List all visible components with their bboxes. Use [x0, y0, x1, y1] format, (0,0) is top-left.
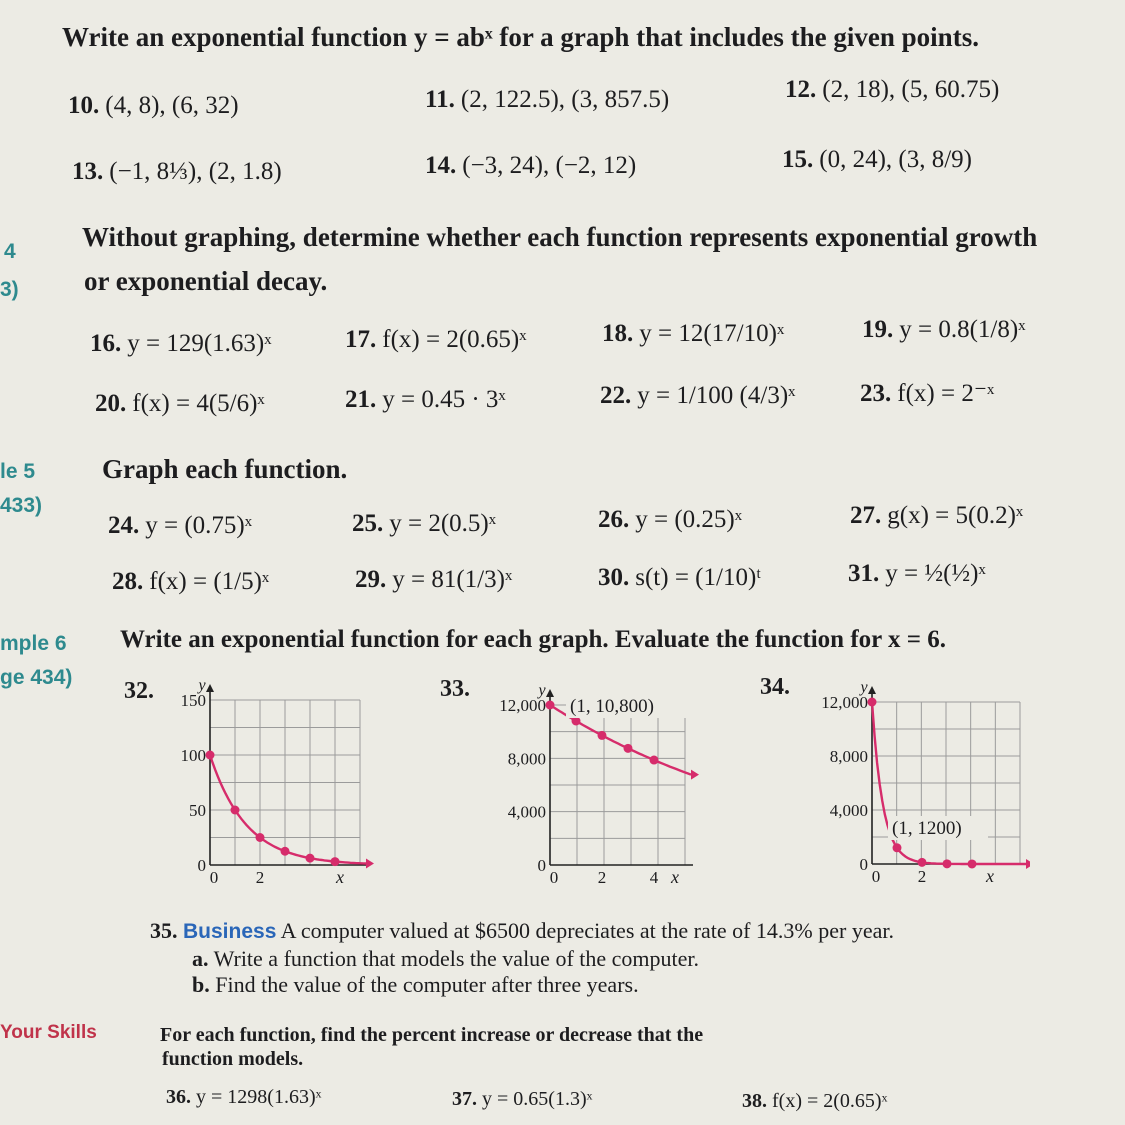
problem-22: 22. y = 1/100 (4/3)ˣ	[600, 382, 796, 409]
y-tick-label: 8,000	[829, 747, 868, 766]
side-example-6: mple 6	[0, 632, 67, 655]
data-point	[256, 833, 265, 842]
problem-26: 26. y = (0.25)ˣ	[598, 506, 742, 533]
problem-19: 19. y = 0.8(1/8)ˣ	[862, 316, 1026, 343]
data-point	[206, 751, 215, 760]
x-tick-label: 4	[649, 868, 659, 887]
problem-29: 29. y = 81(1/3)ˣ	[355, 566, 513, 593]
heading-exponential-points: Write an exponential function y = abˣ for a graph that includes the given points.	[62, 22, 979, 52]
problem-21: 21. y = 0.45 · 3ˣ	[345, 386, 506, 413]
y-tick-label: 0	[537, 856, 546, 875]
data-point	[598, 731, 607, 740]
problem-36: 36. y = 1298(1.63)ˣ	[166, 1086, 322, 1108]
y-tick-label: 0	[197, 856, 206, 875]
curve-arrow	[1026, 859, 1030, 869]
data-point	[968, 859, 977, 868]
curve-arrow	[691, 770, 699, 780]
problem-14: 14. (−3, 24), (−2, 12)	[425, 152, 637, 179]
heading-percent-change-line2: function models.	[162, 1048, 304, 1070]
problem-31: 31. y = ½(½)ˣ	[848, 560, 986, 587]
x-axis-label: x	[336, 867, 344, 887]
graph-33-label: 33.	[440, 676, 470, 702]
problem-35b: b. Find the value of the computer after three years.	[192, 972, 639, 997]
problem-17: 17. f(x) = 2(0.65)ˣ	[345, 326, 527, 353]
graph-32-label: 32.	[124, 678, 154, 704]
side-example-5: le 5	[0, 460, 36, 483]
problem-27: 27. g(x) = 5(0.2)ˣ	[850, 502, 1024, 529]
problem-24: 24. y = (0.75)ˣ	[108, 512, 252, 539]
data-point	[331, 857, 340, 866]
curve-arrow	[366, 859, 374, 869]
problem-23: 23. f(x) = 2⁻ˣ	[860, 380, 995, 407]
problem-18: 18. y = 12(17/10)ˣ	[602, 320, 785, 347]
heading-percent-change: For each function, find the percent increase or decrease that the	[160, 1024, 704, 1046]
problem-38: 38. f(x) = 2(0.65)ˣ	[742, 1090, 888, 1112]
problem-15: 15. (0, 24), (3, 8/9)	[782, 146, 972, 173]
topic-business: Business	[183, 920, 277, 943]
graph-32	[150, 670, 380, 890]
problem-28: 28. f(x) = (1/5)ˣ	[112, 568, 270, 595]
problem-16: 16. y = 129(1.63)ˣ	[90, 330, 272, 357]
graph-34	[790, 668, 1030, 890]
problem-35a: a. Write a function that models the value of the computer.	[192, 946, 700, 971]
y-tick-label: 8,000	[507, 749, 546, 769]
y-axis-arrow	[868, 686, 876, 694]
problem-37: 37. y = 0.65(1.3)ˣ	[452, 1088, 593, 1110]
side-your-skills: Your Skills	[0, 1022, 97, 1043]
y-tick-label: 150	[180, 691, 206, 710]
y-tick-label: 4,000	[507, 802, 546, 822]
heading-growth-decay-line2: or exponential decay.	[84, 266, 328, 296]
y-axis-arrow	[546, 689, 554, 697]
y-tick-label: 12,000	[499, 696, 546, 715]
graph-33	[470, 670, 700, 890]
y-tick-label: 50	[189, 801, 206, 820]
problem-30: 30. s(t) = (1/10)ᵗ	[598, 564, 762, 591]
x-tick-label: 2	[597, 868, 607, 887]
problem-35: 35. Business A computer valued at $6500 depreciates at the rate of 14.3% per year.	[150, 918, 894, 943]
heading-write-exponential-graph: Write an exponential function for each graph. Evaluate the function for x = 6.	[120, 626, 947, 653]
data-point	[281, 847, 290, 856]
data-point	[624, 744, 633, 753]
x-axis-label: x	[671, 867, 679, 887]
data-point	[306, 854, 315, 863]
side-page-ref: 3)	[0, 278, 19, 301]
point-annotation: (1, 1200)	[892, 818, 962, 839]
problem-25: 25. y = 2(0.5)ˣ	[352, 510, 496, 537]
data-point	[918, 858, 927, 867]
point-annotation: (1, 10,800)	[570, 696, 654, 717]
side-page-434: ge 434)	[0, 666, 73, 689]
x-tick-label: 0	[549, 868, 559, 887]
problem-10: 10. (4, 8), (6, 32)	[68, 92, 239, 119]
y-tick-label: 0	[859, 855, 868, 874]
x-tick-label: 2	[255, 868, 265, 887]
y-axis-arrow	[206, 684, 214, 692]
y-tick-label: 4,000	[829, 801, 868, 820]
x-tick-label: 0	[209, 868, 219, 887]
data-point	[546, 701, 555, 710]
data-point	[231, 806, 240, 815]
problem-13: 13. (−1, 8⅓), (2, 1.8)	[72, 158, 282, 185]
side-page-433: 433)	[0, 494, 43, 517]
y-axis-label: y	[860, 679, 868, 696]
y-axis-label: y	[538, 682, 546, 699]
heading-graph-each: Graph each function.	[102, 454, 348, 484]
graph-34-label: 34.	[760, 674, 790, 700]
data-point	[943, 859, 952, 868]
y-tick-label: 12,000	[821, 693, 868, 712]
x-tick-label: 0	[871, 867, 881, 886]
data-point	[650, 756, 659, 765]
problem-12: 12. (2, 18), (5, 60.75)	[785, 76, 1000, 103]
heading-growth-decay: Without graphing, determine whether each function represents exponential growth	[82, 222, 1038, 252]
side-example-number: 4	[4, 240, 16, 263]
problem-11: 11. (2, 122.5), (3, 857.5)	[425, 86, 670, 113]
problem-20: 20. f(x) = 4(5/6)ˣ	[95, 390, 265, 417]
data-point	[893, 843, 902, 852]
x-tick-label: 2	[917, 867, 927, 886]
data-point	[868, 698, 877, 707]
y-tick-label: 100	[180, 746, 206, 765]
y-axis-label: y	[198, 677, 206, 694]
x-axis-label: x	[986, 866, 994, 886]
